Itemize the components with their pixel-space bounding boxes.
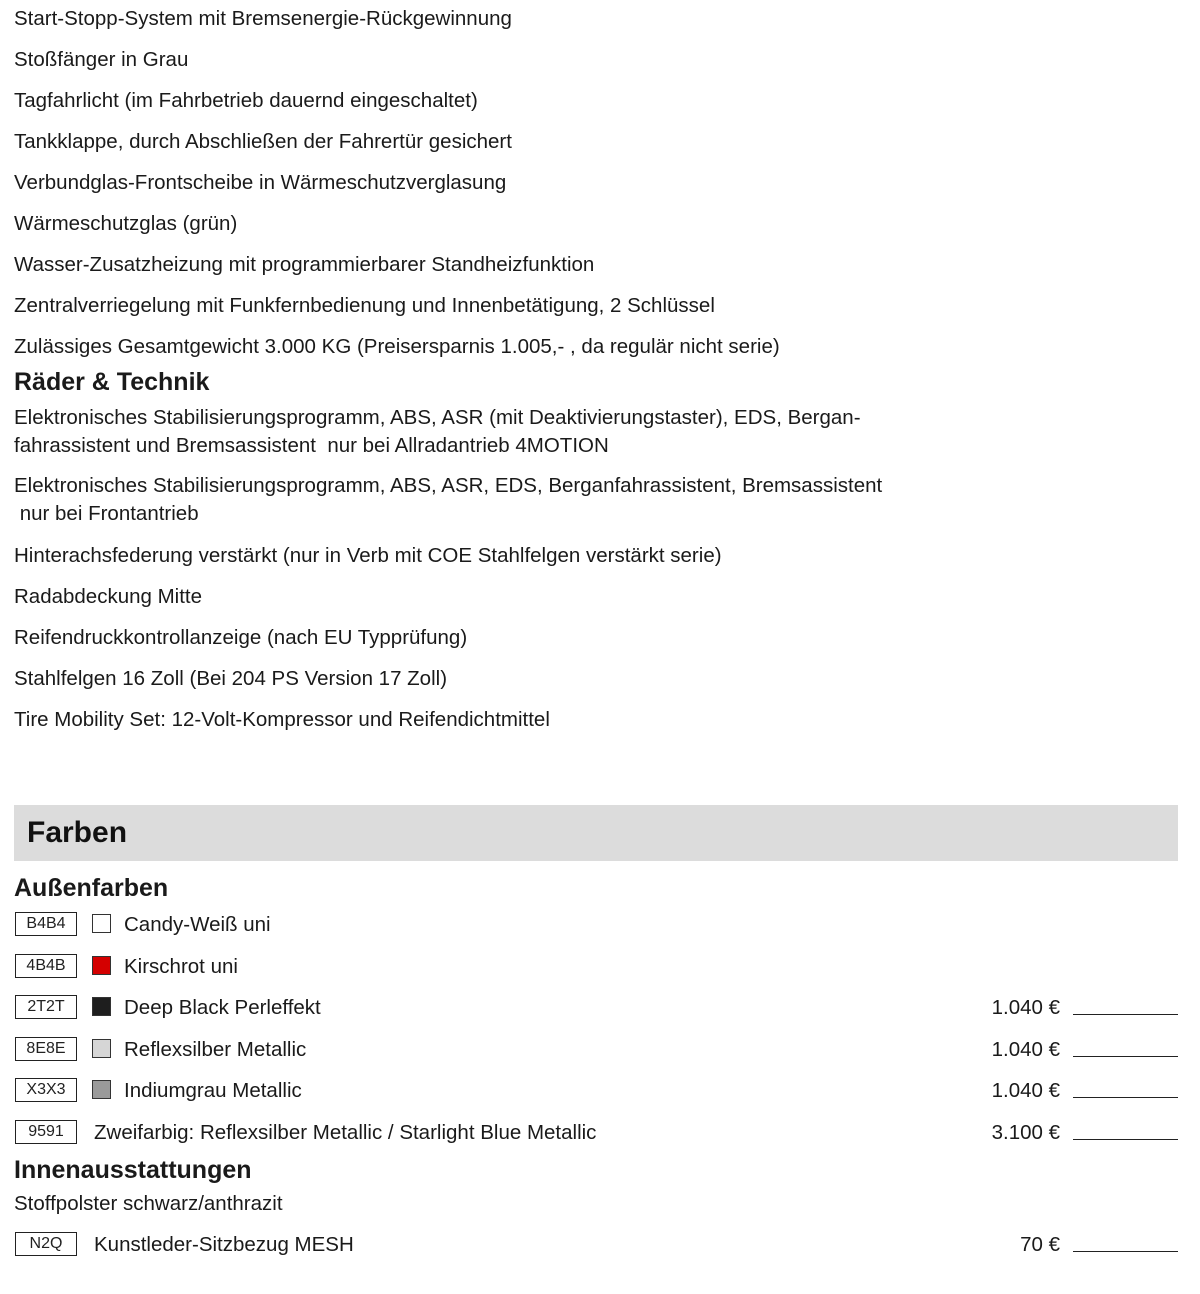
- order-blank-line[interactable]: [1073, 1139, 1178, 1140]
- color-name: Zweifarbig: Reflexsilber Metallic / Starlight Blue Metallic: [94, 1120, 597, 1144]
- color-price: 1.040 €: [991, 1079, 1060, 1102]
- color-name: Indiumgrau Metallic: [124, 1079, 302, 1102]
- feature-item: Stoßfänger in Grau: [14, 48, 189, 71]
- feature-item: Wärmeschutzglas (grün): [14, 212, 238, 235]
- banner-title: Farben: [27, 816, 128, 849]
- feature-item: Zulässiges Gesamtgewicht 3.000 KG (Preisersparnis 1.005,- , da regulär nicht serie): [14, 335, 780, 358]
- color-code: 4B4B: [15, 954, 77, 978]
- feature-item-multiline: [14, 472, 1178, 528]
- feature-item: Wasser-Zusatzheizung mit programmierbarer Standheizfunktion: [14, 253, 595, 276]
- feature-item-multiline: [14, 404, 1178, 460]
- order-blank-line[interactable]: [1073, 1056, 1178, 1057]
- color-swatch-icon[interactable]: [92, 1080, 111, 1099]
- feature-line: Elektronisches Stabilisierungsprogramm, ABS, ASR, EDS, Berganfahrassistent, Bremsassistent: [14, 474, 883, 497]
- feature-line: fahrassistent und Bremsassistent nur bei Allradantrieb 4MOTION: [14, 434, 609, 457]
- feature-line: Elektronisches Stabilisierungsprogramm, ABS, ASR (mit Deaktivierungstaster), EDS, Bergan-: [14, 406, 861, 429]
- interior-price: 70 €: [1020, 1232, 1060, 1256]
- color-code: B4B4: [15, 912, 77, 936]
- interior-code: N2Q: [15, 1232, 77, 1256]
- feature-item: Tire Mobility Set: 12-Volt-Kompressor und Reifendichtmittel: [14, 708, 550, 731]
- color-code: X3X3: [15, 1078, 77, 1102]
- color-price: 3.100 €: [991, 1120, 1060, 1144]
- color-swatch-icon[interactable]: [92, 914, 111, 933]
- color-row: [14, 954, 1178, 980]
- section-heading-innenausstattungen: Innenausstattungen: [14, 1155, 252, 1184]
- color-row: [14, 1120, 1178, 1146]
- interior-name: Kunstleder-Sitzbezug MESH: [94, 1232, 354, 1256]
- color-name: Candy-Weiß uni: [124, 913, 271, 936]
- color-swatch-icon[interactable]: [92, 997, 111, 1016]
- interior-row: [14, 1232, 1178, 1258]
- order-blank-line[interactable]: [1073, 1014, 1178, 1015]
- feature-item: Verbundglas-Frontscheibe in Wärmeschutzverglasung: [14, 171, 507, 194]
- feature-item: Start-Stopp-System mit Bremsenergie-Rückgewinnung: [14, 7, 512, 30]
- feature-item: Tankklappe, durch Abschließen der Fahrertür gesichert: [14, 130, 512, 153]
- feature-line: nur bei Frontantrieb: [14, 502, 199, 525]
- feature-item: Radabdeckung Mitte: [14, 585, 203, 608]
- color-row: [14, 912, 1178, 938]
- section-gap: [14, 732, 1178, 805]
- feature-item: Hinterachsfederung verstärkt (nur in Verb mit COE Stahlfelgen verstärkt serie): [14, 544, 722, 567]
- color-swatch-icon[interactable]: [92, 956, 111, 975]
- section-heading-aussenfarben: Außenfarben: [14, 874, 169, 902]
- color-price: 1.040 €: [991, 996, 1060, 1019]
- color-code: 8E8E: [15, 1037, 77, 1061]
- color-row: [14, 1037, 1178, 1063]
- color-name: Kirschrot uni: [124, 954, 238, 978]
- order-blank-line[interactable]: [1073, 1097, 1178, 1098]
- color-swatch-icon[interactable]: [92, 1039, 111, 1058]
- color-name: Deep Black Perleffekt: [124, 996, 321, 1019]
- section-heading-raeder: Räder & Technik: [14, 368, 210, 396]
- section-banner-farben: [14, 805, 1178, 861]
- feature-item: Tagfahrlicht (im Fahrbetrieb dauernd eingeschaltet): [14, 89, 478, 112]
- color-row: [14, 1078, 1178, 1104]
- document-page: [14, 0, 1178, 1258]
- order-blank-line[interactable]: [1073, 1251, 1178, 1252]
- color-row: [14, 995, 1178, 1021]
- interior-standard-text: Stoffpolster schwarz/anthrazit: [14, 1191, 283, 1215]
- color-code: 2T2T: [15, 995, 77, 1019]
- feature-item: Zentralverriegelung mit Funkfernbedienung und Innenbetätigung, 2 Schlüssel: [14, 294, 715, 317]
- feature-item: Stahlfelgen 16 Zoll (Bei 204 PS Version 17 Zoll): [14, 667, 448, 690]
- feature-item: Reifendruckkontrollanzeige (nach EU Typprüfung): [14, 626, 468, 649]
- color-name: Reflexsilber Metallic: [124, 1037, 307, 1061]
- color-code: 9591: [15, 1120, 77, 1144]
- color-price: 1.040 €: [991, 1037, 1060, 1061]
